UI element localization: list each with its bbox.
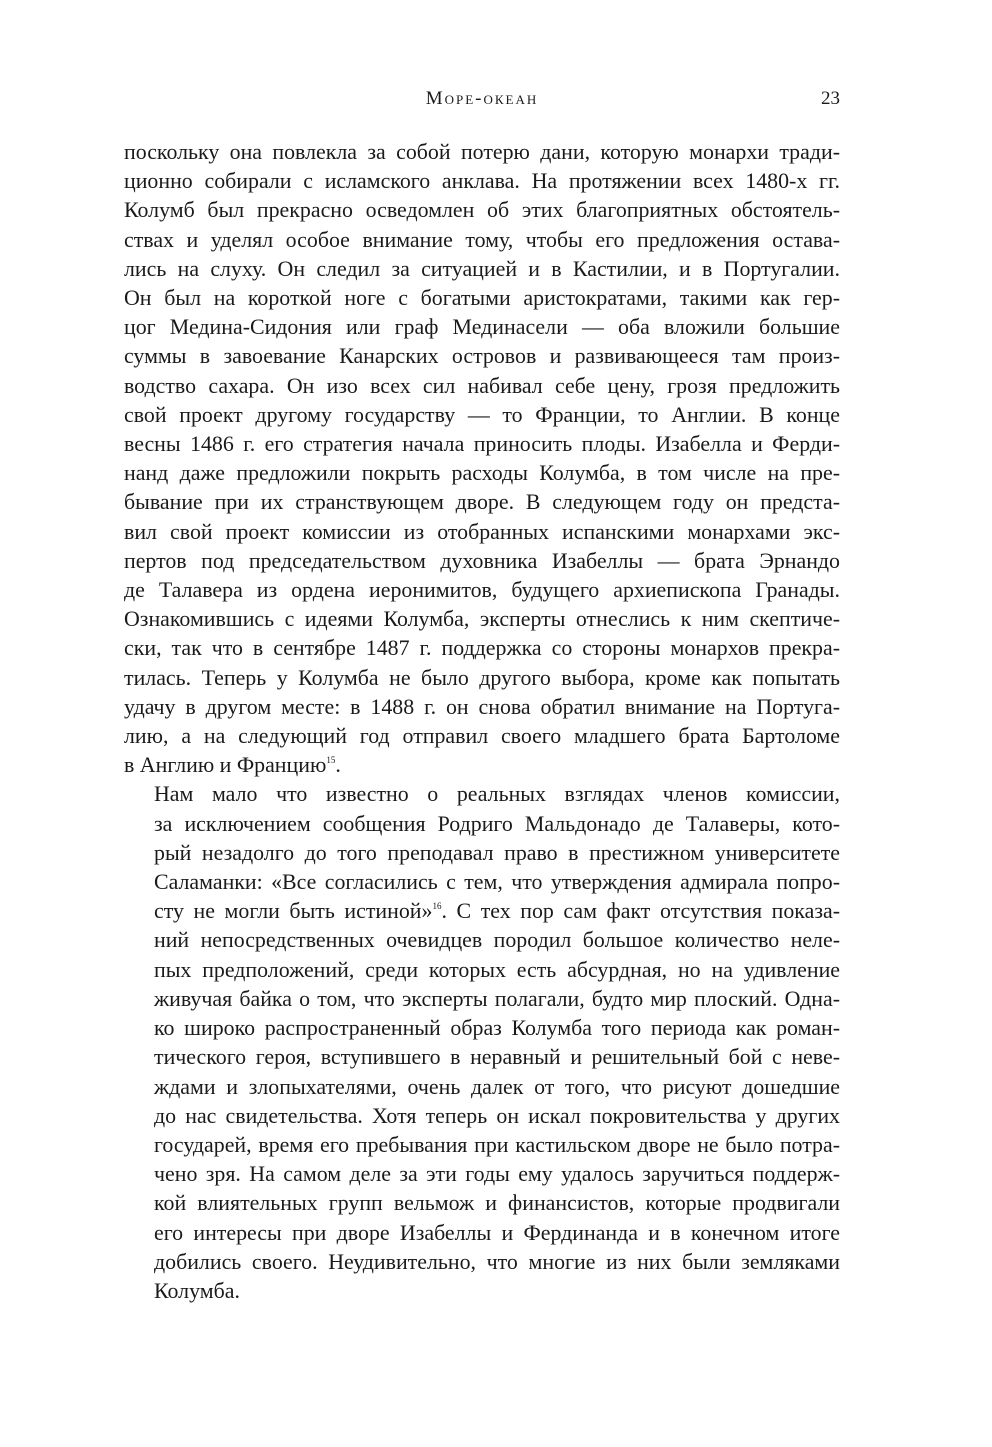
text-line <box>124 896 840 925</box>
text-line: тилась. Теперь у Колумба не было другого выбора, кроме как попытать <box>124 664 840 690</box>
text-line: до нас свидетельства. Хотя теперь он искал покровительства у других <box>154 1102 840 1128</box>
page-number: 23 <box>821 88 840 109</box>
paragraph-1 <box>124 137 840 779</box>
text-fragment: . С тех пор сам факт отсутствия показа- <box>441 898 840 924</box>
text-line: чено зря. На самом деле за эти годы ему удалось заручиться поддерж- <box>154 1161 840 1187</box>
text-line: вил свой проект комиссии из отобранных испанскими монархами экс- <box>124 518 840 544</box>
body-text <box>124 137 840 1305</box>
text-line: государей, время его пребывания при кастильском дворе не было потра- <box>154 1131 840 1157</box>
footnote-marker[interactable]: 16 <box>432 901 442 912</box>
text-line: ко широко распространенный образ Колумба того периода как роман- <box>154 1015 840 1041</box>
text-line: Колумб был прекрасно осведомлен об этих благоприятных обстоятель- <box>124 197 840 223</box>
text-line: цог Медина-Сидония или граф Мединасели — оба вложили большие <box>124 314 840 340</box>
paragraph-2 <box>124 779 840 1305</box>
text-line: свой проект другому государству — то Франции, то Англии. В конце <box>124 401 840 427</box>
text-line: лись на слуху. Он следил за ситуацией и в Кастилии, и в Португалии. <box>124 255 840 281</box>
text-line: Колумба. <box>154 1277 240 1303</box>
text-fragment: в Англию и Францию <box>124 752 327 778</box>
text-line: его интересы при дворе Изабеллы и Фердинанда и в конечном итоге <box>154 1219 840 1245</box>
running-head <box>124 88 840 118</box>
text-line: пертов под председательством духовника Изабеллы — брата Эрнандо <box>124 547 840 573</box>
text-line <box>124 750 840 779</box>
text-line: нанд даже предложили покрыть расходы Колумба, в том числе на пре- <box>124 460 840 486</box>
text-line: добились своего. Неудивительно, что многие из них были земляками <box>154 1248 840 1274</box>
text-line: бывание при их странствующем дворе. В следующем году он предста- <box>124 489 840 515</box>
text-line: суммы в завоевание Канарских островов и развивающееся там произ- <box>124 343 840 369</box>
text-line: ционно собирали с исламского анклава. На протяжении всех 1480-х гг. <box>124 168 840 194</box>
text-line: ски, так что в сентябре 1487 г. поддержка со стороны монархов прекра- <box>124 635 840 661</box>
text-line: поскольку она повлекла за собой потерю дани, которую монархи тради- <box>124 139 840 164</box>
text-line: де Талавера из ордена иеронимитов, будущего архиепископа Гранады. <box>124 577 840 603</box>
text-line: ний непосредственных очевидцев породил большое количество неле- <box>154 927 840 953</box>
text-line: лию, а на следующий год отправил своего младшего брата Бартоломе <box>124 723 840 749</box>
text-line: ствах и уделял особое внимание тому, чтобы его предложения остава- <box>124 226 840 252</box>
text-line: Он был на короткой ноге с богатыми аристократами, такими как гер- <box>124 285 840 311</box>
text-line: живучая байка о том, что эксперты полагали, будто мир плоский. Одна- <box>154 985 840 1011</box>
running-title: Море-океан <box>425 88 539 109</box>
footnote-marker[interactable]: 15 <box>326 755 336 766</box>
text-line: пых предположений, среди которых есть абсурдная, но на удивление <box>154 956 840 982</box>
text-line: рый незадолго до того преподавал право в престижном университете <box>154 839 840 865</box>
text-line: водство сахара. Он изо всех сил набивал себе цену, грозя предложить <box>124 372 840 398</box>
text-line: за исключением сообщения Родриго Мальдонадо де Талаверы, кото- <box>154 810 840 836</box>
text-line: Саламанки: «Все согласились с тем, что утверждения адмирала попро- <box>154 869 840 895</box>
text-line: тического героя, вступившего в неравный и решительный бой с неве- <box>154 1044 840 1070</box>
text-line: весны 1486 г. его стратегия начала приносить плоды. Изабелла и Ферди- <box>124 431 840 457</box>
text-line: ждами и злопыхателями, очень далек от того, что рисуют дошедшие <box>154 1073 840 1099</box>
text-line: Ознакомившись с идеями Колумба, эксперты отнеслись к ним скептиче- <box>124 606 840 632</box>
text-line: кой влиятельных групп вельмож и финансистов, которые продвигали <box>154 1190 840 1216</box>
text-fragment: сту не могли быть истиной» <box>154 898 433 924</box>
text-fragment: . <box>335 752 341 778</box>
text-line: Нам мало что известно о реальных взглядах членов комиссии, <box>154 781 840 807</box>
text-line: удачу в другом месте: в 1488 г. он снова обратил внимание на Португа- <box>124 693 840 719</box>
